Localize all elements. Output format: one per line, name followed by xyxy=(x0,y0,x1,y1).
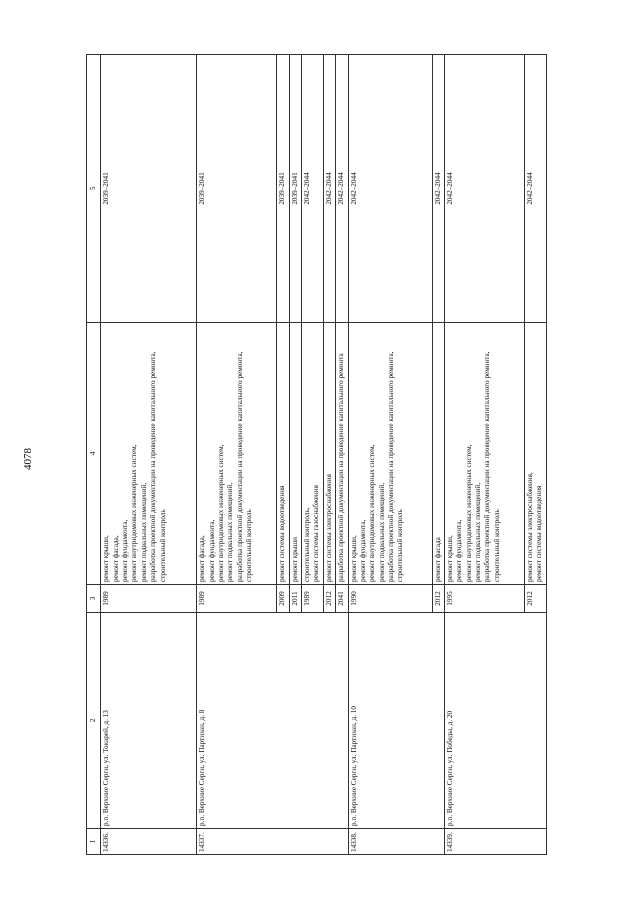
works: ремонт крыши xyxy=(289,323,301,585)
works: ремонт системы электроснабжения, ремонт системы водоотведения xyxy=(524,323,546,585)
works: ремонт фасада, ремонт фундамента, ремонт внутридомовых инженерных систем, ремонт подвальных помещений, разработка проектной документации на проведение капитального ремонта, строительный контроль xyxy=(197,323,277,585)
page-number: 4078 xyxy=(22,448,34,470)
works: ремонт крыши, ремонт фундамента, ремонт внутридомовых инженерных систем, ремонт подвальных помещений, разработка проектной документации на проведение капитального ремонта, строительный контроль xyxy=(348,323,432,585)
works: строительный контроль, ремонт системы газоснабжения xyxy=(302,323,324,585)
col-header-1: 1 xyxy=(87,829,101,855)
address: р.п. Верхние Серги, ул. Победы, д. 20 xyxy=(444,613,546,829)
period: 2042–2044 xyxy=(348,55,432,323)
works: ремонт фасада xyxy=(432,323,444,585)
period: 2042–2044 xyxy=(323,55,335,323)
year: 1989 xyxy=(197,585,277,613)
works: ремонт крыши, ремонт фасада, ремонт фундамента, ремонт внутридомовых инженерных систем, ремонт подвальных помещений, разработка проектной документации на проведение капитального ремонта, строительный контроль xyxy=(101,323,197,585)
year: 2009 xyxy=(277,585,289,613)
table-row xyxy=(101,55,197,855)
period: 2039–2041 xyxy=(197,55,277,323)
repair-schedule-table xyxy=(86,54,547,855)
period: 2039–2041 xyxy=(101,55,197,323)
year: 1989 xyxy=(101,585,197,613)
year: 1990 xyxy=(348,585,432,613)
table-row xyxy=(444,55,524,855)
address: р.п. Верхние Серги, ул. Токарей, д. 13 xyxy=(101,613,197,829)
year: 1995 xyxy=(444,585,524,613)
year: 2012 xyxy=(323,585,335,613)
address: р.п. Верхние Серги, ул. Партизан, д. 10 xyxy=(348,613,444,829)
works: разработка проектной документации на проведение капитального ремонта xyxy=(336,323,348,585)
year: 2011 xyxy=(289,585,301,613)
col-header-2: 2 xyxy=(87,613,101,829)
works: ремонт системы электроснабжения xyxy=(323,323,335,585)
year: 1989 xyxy=(302,585,324,613)
period: 2042–2044 xyxy=(524,55,546,323)
table-row xyxy=(348,55,432,855)
row-number: 14336. xyxy=(101,829,197,855)
header-row xyxy=(87,55,101,855)
col-header-4: 4 xyxy=(87,323,101,585)
table-row xyxy=(197,55,277,855)
row-number: 14338. xyxy=(348,829,444,855)
rotated-table-container xyxy=(86,55,586,855)
year: 2012 xyxy=(524,585,546,613)
period: 2042–2044 xyxy=(444,55,524,323)
col-header-3: 3 xyxy=(87,585,101,613)
col-header-5: 5 xyxy=(87,55,101,323)
works: ремонт системы водоотведения xyxy=(277,323,289,585)
year: 2041 xyxy=(336,585,348,613)
works: ремонт крыши, ремонт фундамента, ремонт внутридомовых инженерных систем, ремонт подвальных помещений, разработка проектной документации на проведение капитального ремонта, строительный контроль xyxy=(444,323,524,585)
period: 2042–2044 xyxy=(336,55,348,323)
period: 2042–2044 xyxy=(432,55,444,323)
period: 2039–2041 xyxy=(289,55,301,323)
period: 2042–2044 xyxy=(302,55,324,323)
address: р.п. Верхние Серги, ул. Партизан, д. 8 xyxy=(197,613,348,829)
year: 2012 xyxy=(432,585,444,613)
row-number: 14337. xyxy=(197,829,348,855)
row-number: 14339. xyxy=(444,829,546,855)
period: 2039–2041 xyxy=(277,55,289,323)
